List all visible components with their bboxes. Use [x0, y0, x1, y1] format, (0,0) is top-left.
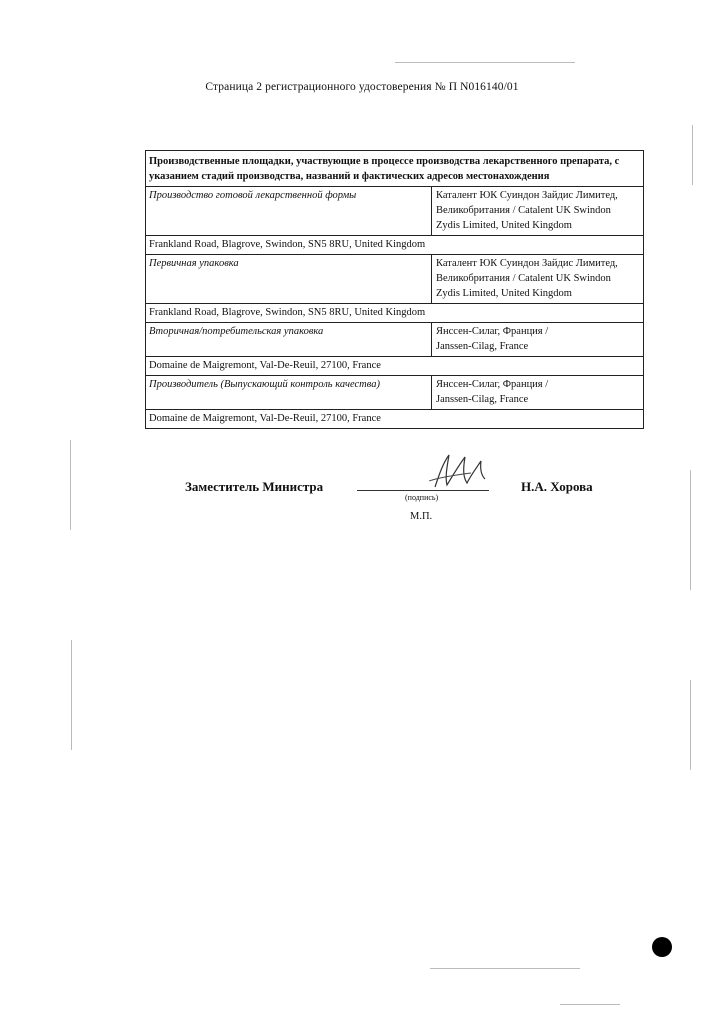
registration-dot	[652, 937, 672, 957]
scan-artifact	[395, 62, 575, 63]
table-row	[146, 376, 644, 410]
page-header: Страница 2 регистрационного удостоверения № П N016140/01	[205, 81, 519, 93]
table-title: Производственные площадки, участвующие в процессе производства лекарственного препарата, с указанием стадий производства, названий и фактических адресов местонахождения	[146, 151, 644, 187]
table-title-row	[146, 151, 644, 187]
company-cell	[432, 323, 644, 357]
scan-artifact	[692, 125, 693, 185]
scan-artifact	[430, 968, 580, 969]
table-row	[146, 187, 644, 236]
stamp-place-mark: М.П.	[410, 511, 433, 522]
scan-artifact	[560, 1004, 620, 1005]
company-line: Великобритания / Catalent UK Swindon	[436, 205, 611, 216]
stage-cell: Первичная упаковка	[146, 255, 432, 304]
signature-line	[357, 490, 489, 491]
address-row	[146, 410, 644, 429]
company-line: Великобритания / Catalent UK Swindon	[436, 273, 611, 284]
table-row	[146, 323, 644, 357]
company-line: Janssen-Cilag, France	[436, 394, 529, 405]
signature-caption: (подпись)	[405, 493, 439, 502]
company-line: Янссен-Силаг, Франция /	[436, 379, 549, 390]
stage-cell: Производитель (Выпускающий контроль качества)	[146, 376, 432, 410]
address-cell: Domaine de Maigremont, Val-De-Reuil, 27100, France	[146, 410, 644, 429]
signatory-name: Н.А. Хорова	[521, 479, 593, 494]
manufacturing-sites-table	[145, 150, 644, 429]
address-cell: Frankland Road, Blagrove, Swindon, SN5 8RU, United Kingdom	[146, 304, 644, 323]
company-line: Zydis Limited, United Kingdom	[436, 220, 572, 231]
company-cell	[432, 376, 644, 410]
company-line: Каталент ЮК Суиндон Зайдис Лимитед,	[436, 258, 618, 269]
company-cell	[432, 187, 644, 236]
address-row	[146, 236, 644, 255]
signature-block	[0, 471, 724, 531]
company-line: Zydis Limited, United Kingdom	[436, 288, 572, 299]
scan-artifact	[690, 470, 691, 590]
address-cell: Domaine de Maigremont, Val-De-Reuil, 27100, France	[146, 357, 644, 376]
stage-cell: Вторичная/потребительская упаковка	[146, 323, 432, 357]
company-line: Каталент ЮК Суиндон Зайдис Лимитед,	[436, 190, 618, 201]
company-line: Janssen-Cilag, France	[436, 341, 529, 352]
address-cell: Frankland Road, Blagrove, Swindon, SN5 8RU, United Kingdom	[146, 236, 644, 255]
scan-artifact	[690, 680, 691, 770]
address-row	[146, 304, 644, 323]
address-row	[146, 357, 644, 376]
company-line: Янссен-Силаг, Франция /	[436, 326, 549, 337]
scan-artifact	[70, 440, 71, 530]
table-row	[146, 255, 644, 304]
company-cell	[432, 255, 644, 304]
stage-cell: Производство готовой лекарственной формы	[146, 187, 432, 236]
signatory-role: Заместитель Министра	[185, 479, 324, 494]
scan-artifact	[71, 640, 72, 750]
